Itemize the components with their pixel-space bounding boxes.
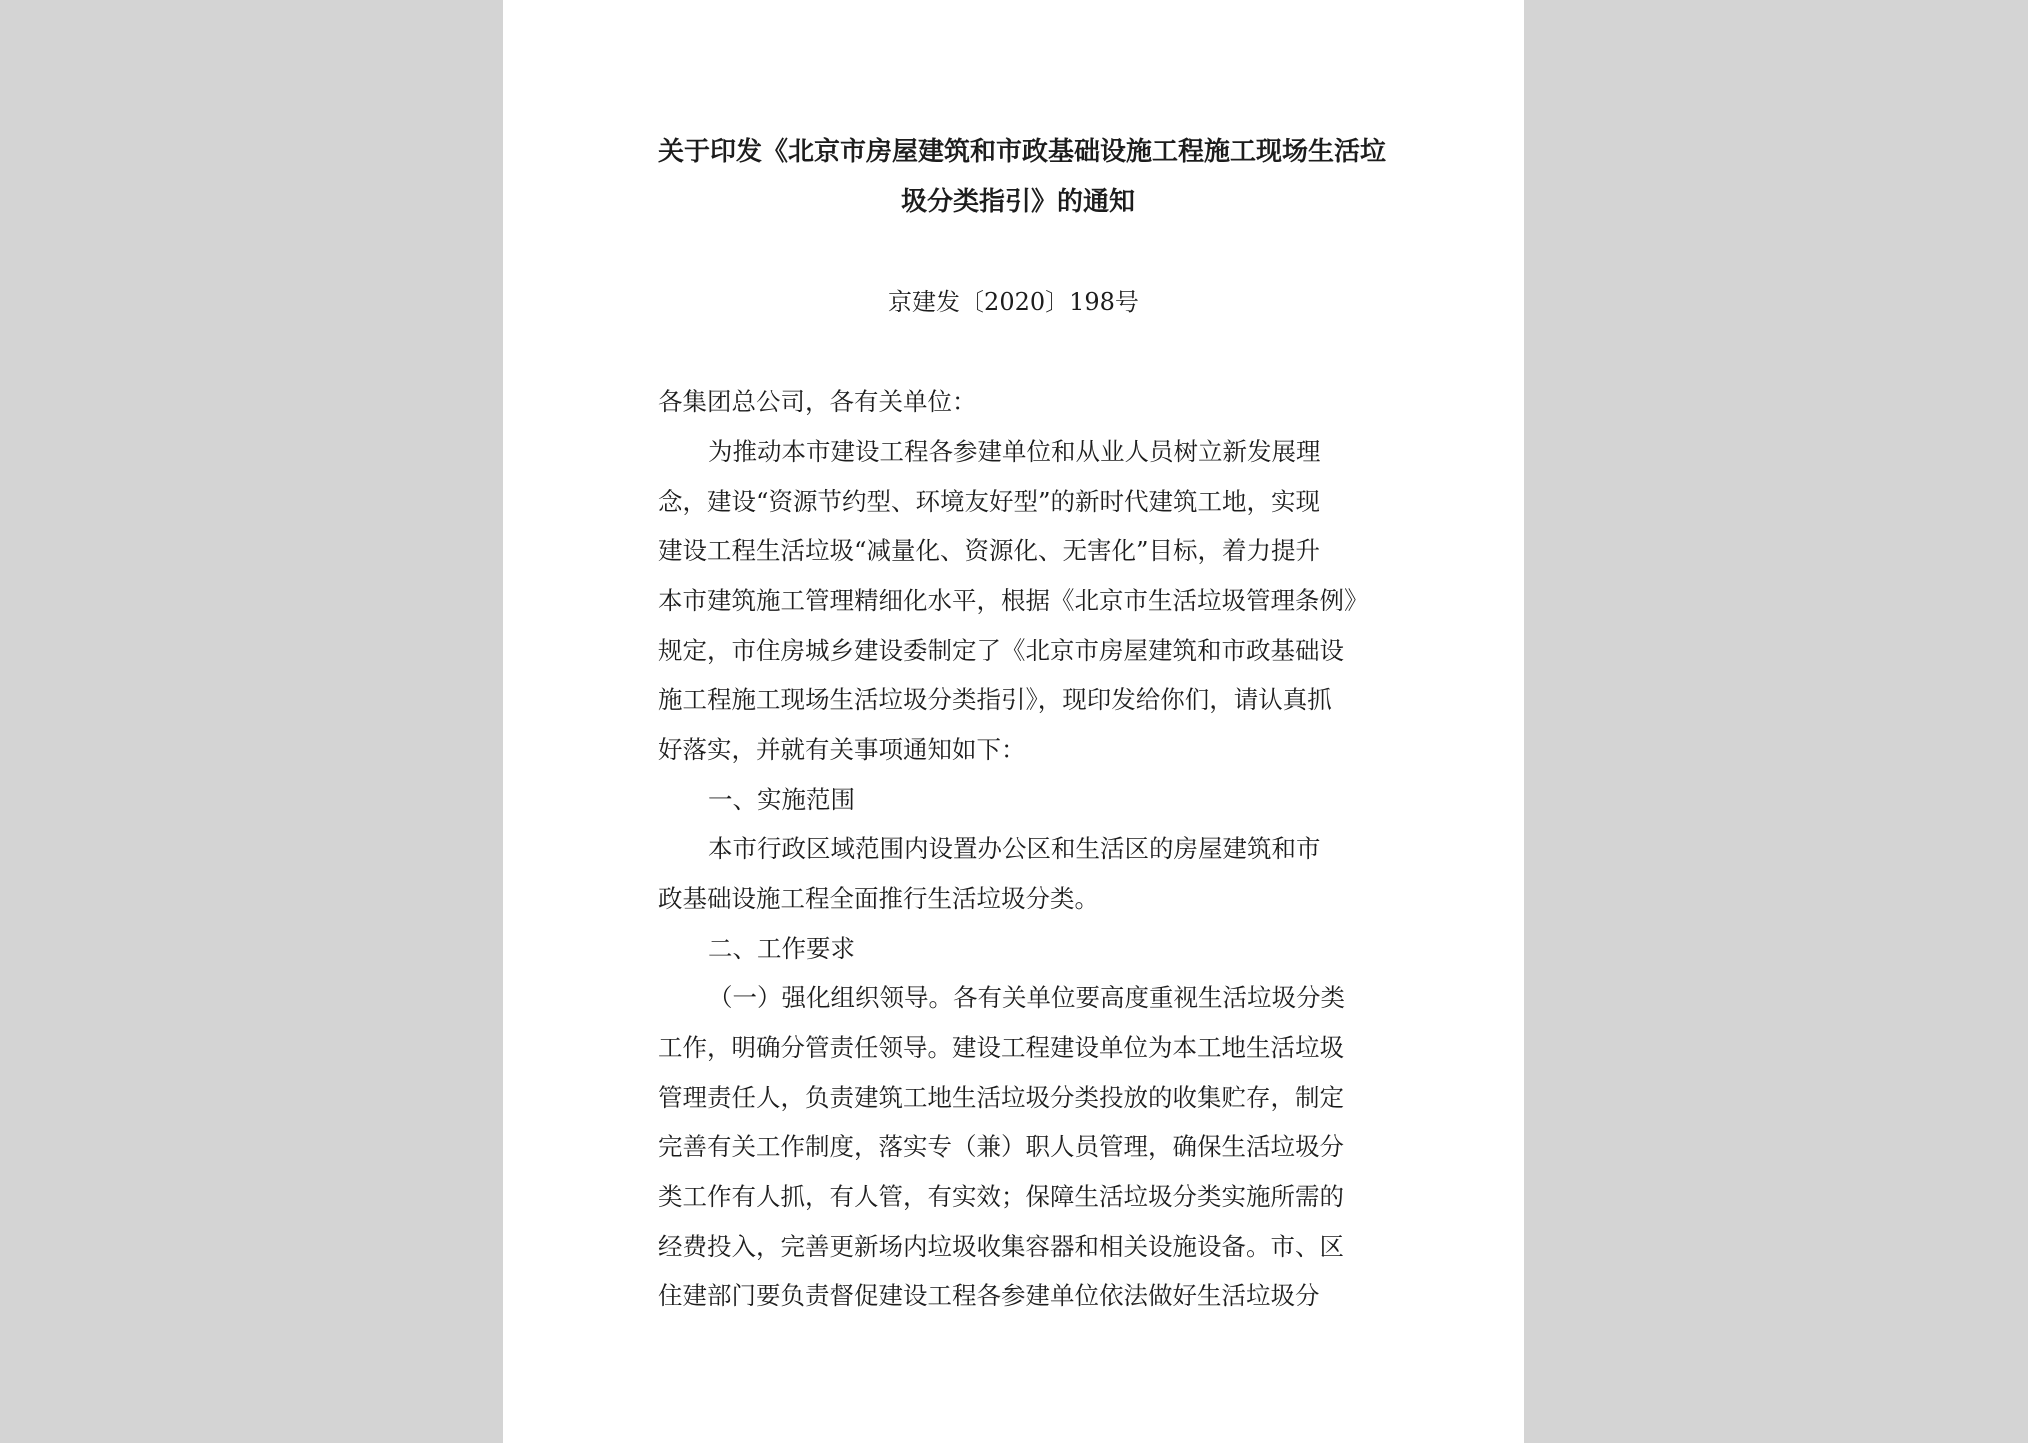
body-line: 经费投入，完善更新场内垃圾收集容器和相关设施设备。市、区 bbox=[658, 1232, 1344, 1261]
body-line: 工作，明确分管责任领导。建设工程建设单位为本工地生活垃圾 bbox=[658, 1033, 1344, 1062]
body-line: 管理责任人，负责建筑工地生活垃圾分类投放的收集贮存，制定 bbox=[658, 1083, 1344, 1112]
body-line: 规定，市住房城乡建设委制定了《北京市房屋建筑和市政基础设 bbox=[658, 636, 1344, 665]
body-line: 建设工程生活垃圾“减量化、资源化、无害化”目标，着力提升 bbox=[658, 536, 1321, 565]
document-title-line-2: 圾分类指引》的通知 bbox=[900, 187, 1135, 217]
document-page bbox=[503, 0, 1524, 1443]
body-line: 施工程施工现场生活垃圾分类指引》，现印发给你们，请认真抓 bbox=[658, 685, 1332, 714]
body-line: 念，建设“资源节约型、环境友好型”的新时代建筑工地，实现 bbox=[658, 487, 1321, 516]
body-line: 本市建筑施工管理精细化水平，根据《北京市生活垃圾管理条例》 bbox=[658, 586, 1369, 615]
body-line: 本市行政区域范围内设置办公区和生活区的房屋建筑和市 bbox=[708, 834, 1321, 863]
document-title-line-1: 关于印发《北京市房屋建筑和市政基础设施工程施工现场生活垃 bbox=[658, 137, 1387, 167]
document-number: 京建发〔2020〕198号 bbox=[888, 288, 1139, 316]
section-heading: 二、工作要求 bbox=[708, 934, 855, 963]
body-line: 完善有关工作制度，落实专（兼）职人员管理，确保生活垃圾分 bbox=[658, 1132, 1344, 1161]
body-line: 为推动本市建设工程各参建单位和从业人员树立新发展理 bbox=[708, 437, 1321, 466]
body-line: 好落实，并就有关事项通知如下： bbox=[658, 735, 1026, 764]
body-line: 住建部门要负责督促建设工程各参建单位依法做好生活垃圾分 bbox=[658, 1281, 1320, 1310]
body-line: （一）强化组织领导。各有关单位要高度重视生活垃圾分类 bbox=[708, 983, 1345, 1012]
section-heading: 一、实施范围 bbox=[708, 785, 855, 814]
body-line: 类工作有人抓，有人管，有实效；保障生活垃圾分类实施所需的 bbox=[658, 1182, 1344, 1211]
body-line: 政基础设施工程全面推行生活垃圾分类。 bbox=[658, 884, 1099, 913]
addressee-line: 各集团总公司，各有关单位： bbox=[658, 387, 977, 416]
